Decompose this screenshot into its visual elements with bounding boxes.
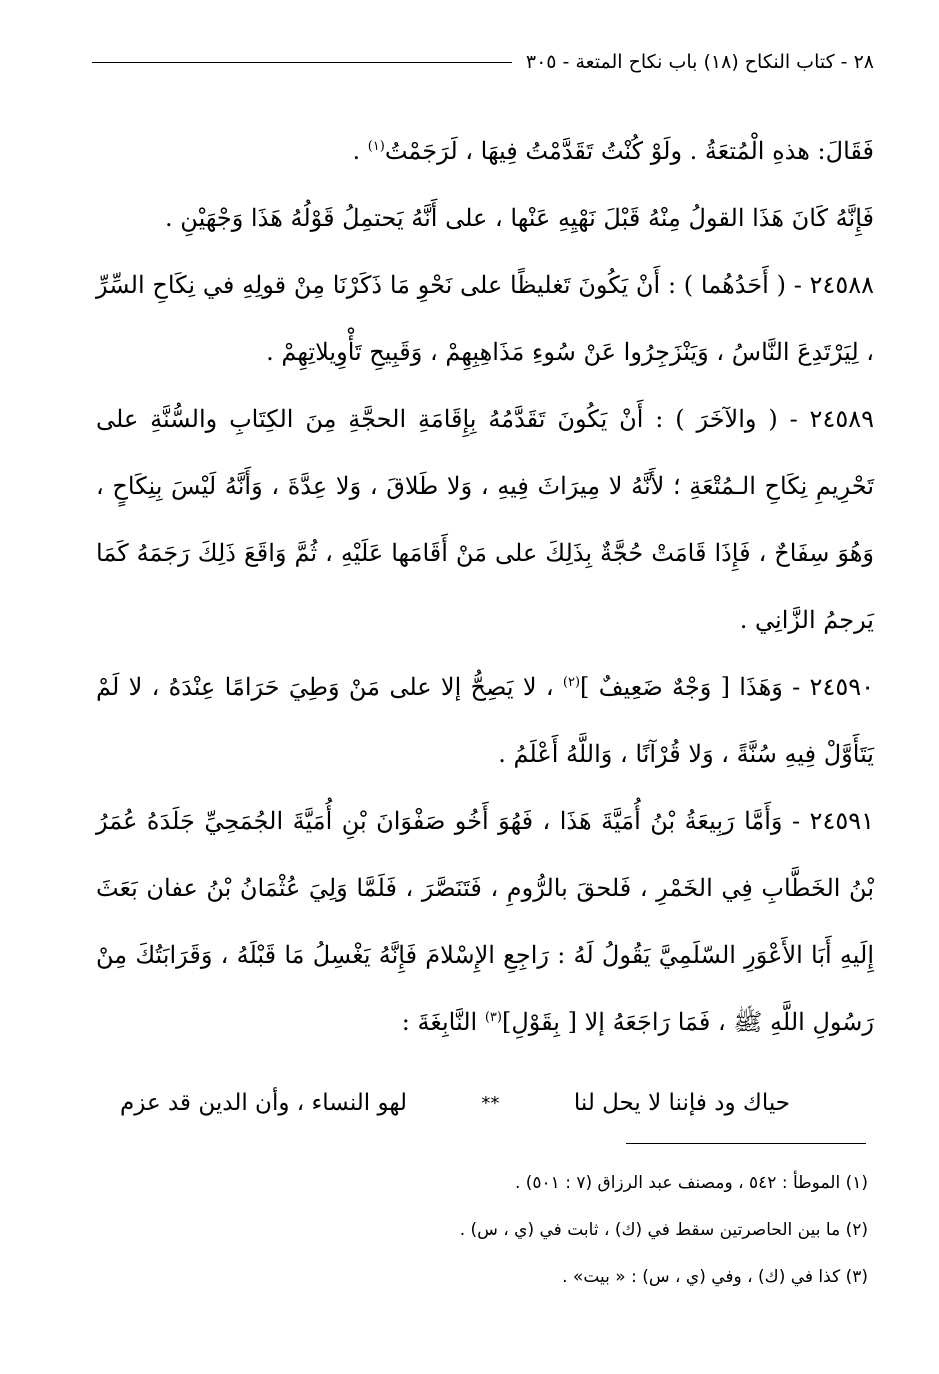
footnote: (٢) ما بين الحاصرتين سقط في (ك) ، ثابت في (ي ، س) . xyxy=(459,1220,868,1240)
footnote: (٣) كذا في (ك) ، وفي (ي ، س) : « بيت» . xyxy=(562,1267,868,1287)
running-title: ٢٨ - كتاب النكاح (١٨) باب نكاح المتعة - ٣٠٥ xyxy=(525,51,874,73)
footnote-ref: (٣) xyxy=(484,1010,502,1025)
main-text xyxy=(96,118,874,1056)
paragraph-number: ٢٤٥٩٠ xyxy=(809,673,874,701)
poem-first-hemistich: حياك ود فإننا لا يحل لنا xyxy=(573,1090,790,1116)
numbered-paragraph: ٢٤٥٩٠ - وَهَذَا [ وَجْهٌ ضَعِيفٌ ]$^{(٢)}$ ، لا يَصِحُّ إلا على مَنْ وَطِيَ حَرَامًا عِنْدَهُ ، لا لَمْ يَتَأَوَّلْ فِيهِ سُنَّةً ، وَلا قُرْآنًا ، وَاللَّهُ أَعْلَمُ . xyxy=(96,673,874,768)
footnote-rule xyxy=(626,1143,866,1144)
paragraph-number: ٢٤٥٨٨ xyxy=(809,271,874,299)
footnote-ref: (١) xyxy=(367,139,385,154)
footnotes xyxy=(96,1160,868,1301)
paragraph-number: ٢٤٥٨٩ xyxy=(809,405,874,433)
poem-verse xyxy=(120,1078,790,1128)
paragraph-number: ٢٤٥٩١ xyxy=(809,807,874,835)
footnote: (١) الموطأ : ٥٤٢ ، ومصنف عبد الرزاق (٧ : ٥٠١) . xyxy=(514,1173,868,1193)
poem-second-hemistich: لهو النساء ، وأن الدين قد عزم xyxy=(120,1090,407,1116)
numbered-paragraph: ٢٤٥٨٨ - ( أَحَدُهُما ) : أَنْ يَكُونَ تَغليظًا على نَحْوِ مَا ذَكَرْنَا مِنْ قولِهِ في نِكَاحِ السِّرِّ ، لِيَرْتَدِعَ النَّاسُ ، وَيَنْزَجِرُوا عَنْ سُوءِ مَذَاهِبِهِمْ ، وَقَبِيحِ تَأْوِيلاتِهِمْ . xyxy=(96,271,874,366)
numbered-paragraph: ٢٤٥٨٩ - ( والآخَرَ ) : أَنْ يَكُونَ تَقَدَّمُهُ بِإِقَامَةِ الحجَّةِ مِنَ الكِتَابِ والسُّنَّةِ على تَحْرِيمِ نِكَاحِ الـمُتْعَةِ ؛ لأَنَّهُ لا مِيرَاثَ فِيهِ ، وَلا طَلاقَ ، وَلا عِدَّةَ ، وَأَنَّهُ لَيْسَ بِنِكَاحٍ ، وَهُوَ سِفَاحٌ ، فَإِذَا قَامَتْ حُجَّةٌ بِذَلِكَ على مَنْ أَقَامَها عَلَيْهِ ، ثُمَّ وَاقَعَ ذَلِكَ رَجَمَهُ كَمَا يَرجمُ الزَّانِي . xyxy=(96,405,874,634)
poem-separator: ** xyxy=(481,1092,500,1114)
paragraph: فَإِنَّهُ كَانَ هَذَا القولُ مِنْهُ قَبْلَ نَهْيِهِ عَنْها ، على أَنَّهُ يَحتمِلُ قَوْلُهُ هَذَا وَجْهَيْنِ . xyxy=(165,204,874,232)
footnote-ref: (٢) xyxy=(562,675,581,690)
numbered-paragraph: ٢٤٥٩١ - وَأَمَّا رَبِيعَةُ بْنُ أُمَيَّةَ هَذَا ، فَهُوَ أَخُو صَفْوَانَ بْنِ أُمَيَّةَ الجُمَحِيِّ جَلَدَهُ عُمَرُ بْنُ الخَطَّابِ فِي الخَمْرِ ، فَلحقَ بالرُّومِ ، فَتَنَصَّرَ ، فَلَمَّا وَلِيَ عُثْمَانُ بْنُ عفان بَعَثَ إِلَيهِ أَبَا الأَعْوَرِ السّلَمِيَّ يَقُولُ لَهُ : رَاجِعِ الإِسْلامَ فَإِنَّهُ يَغْسِلُ مَا قَبْلَهُ ، وَقَرَابَتُكَ مِنْ رَسُولِ اللَّهِ ﷺ ، فَمَا رَاجَعَهُ إلا [ بِقَوْلِ]$^{(٣)}$ النَّابِغَةَ : xyxy=(96,807,875,1036)
running-header xyxy=(92,40,874,84)
paragraph: فَقَالَ: هذهِ الْمُتعَةُ . ولَوْ كُنْتُ تَقَدَّمْتُ فِيهَا ، لَرَجَمْتُ$^{(١)}$ . xyxy=(352,137,874,165)
header-rule xyxy=(92,62,512,63)
